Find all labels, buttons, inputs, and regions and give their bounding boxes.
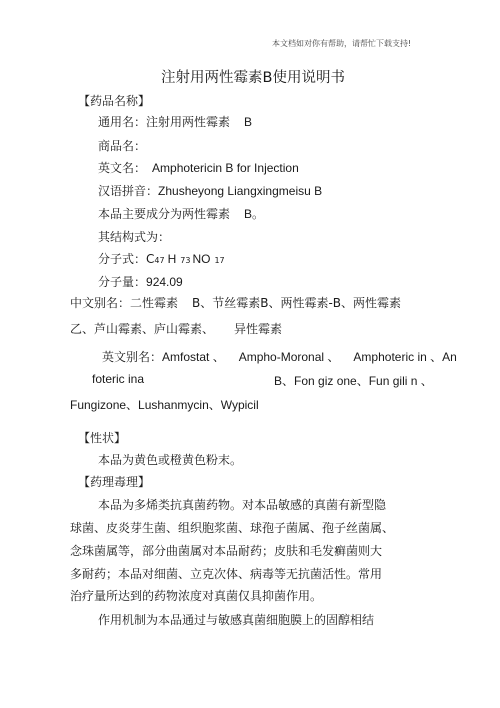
generic-name [98, 113, 252, 130]
pharmacology-line: 多耐药；本品对细菌、立克次体、病毒等无抗菌活性。常用 [70, 567, 383, 581]
english-alias-label: 英文别名： [102, 350, 163, 364]
mw-label: 分子量： [98, 275, 147, 289]
main-component-text: 本品主要成分为两性霉素 [98, 207, 231, 221]
english-alias-a: Amfostat 、 [162, 350, 225, 364]
pinyin-name [98, 182, 322, 199]
mw-value: 924.09 [146, 275, 183, 289]
properties-text: 本品为黄色或橙黄色粉末。 [98, 453, 243, 467]
document-title: 注射用两性霉素B使用说明书 [161, 70, 345, 86]
header-note: 本文档如对你有帮助，请帮忙下载支持! [272, 39, 412, 48]
english-alias-line-2b: B、Fon giz one、Fun gili n 、 [274, 374, 433, 388]
english-alias-c: Amphoteric in 、An [353, 350, 457, 364]
pinyin-value: Zhusheyong Liangxingmeisu B [158, 184, 323, 198]
formula-h: H [167, 252, 177, 266]
english-name-value: Amphotericin B for Injection [152, 161, 299, 175]
chinese-alias-list: B、节丝霉素B、两性霉素-B、两性霉素 [192, 296, 402, 310]
chinese-alias-text: 中文别名：二性霉素 [70, 296, 179, 310]
formula-c-count: 47 [154, 256, 165, 265]
main-component [98, 205, 264, 222]
formula-label: 分子式：C [98, 252, 155, 266]
formula-h-count: 73 [180, 256, 191, 265]
main-component-suffix: B。 [244, 207, 265, 221]
pharmacology-line: 本品为多烯类抗真菌药物。对本品敏感的真菌有新型隐 [98, 498, 387, 512]
pharmacology-heading: 【药理毒理】 [78, 475, 151, 489]
molecular-formula [98, 250, 225, 267]
pinyin-label: 汉语拼音： [98, 184, 159, 198]
properties-heading: 【性状】 [78, 431, 127, 445]
pharmacology-line: 治疗量所达到的药物浓度对真菌仅具抑菌作用。 [70, 589, 323, 603]
chinese-alias-line-1 [70, 294, 401, 311]
chinese-alias-text-2: 乙、芦山霉素、庐山霉素、 [70, 322, 215, 336]
trade-name: 商品名： [98, 139, 147, 153]
english-name [98, 159, 299, 176]
pharmacology-line: 作用机制为本品通过与敏感真菌细胞膜上的固醇相结 [98, 613, 375, 627]
english-alias-line-2a: foteric ina [92, 372, 145, 386]
pharmacology-line: 念珠菌属等，部分曲菌属对本品耐药；皮肤和毛发癣菌则大 [70, 544, 383, 558]
generic-name-suffix: B [244, 115, 253, 129]
generic-name-label: 通用名：注射用两性霉素 [98, 115, 231, 129]
chinese-alias-text-3: 异性霉素 [234, 322, 283, 336]
english-name-label: 英文名： [98, 161, 147, 175]
english-alias-line-1 [102, 348, 457, 365]
chinese-alias-line-2 [70, 320, 282, 337]
formula-o-count: 17 [214, 256, 225, 265]
pharmacology-line: 球菌、皮炎芽生菌、组织胞浆菌、球孢子菌属、孢子丝菌属、 [70, 521, 395, 535]
english-alias-line-3: Fungizone、Lushanmycin、Wypicil [70, 398, 259, 412]
english-alias-b: Ampho-Moronal 、 [238, 350, 340, 364]
formula-no: NO [192, 252, 211, 266]
drug-name-heading: 【药品名称】 [78, 94, 151, 108]
molecular-weight [98, 273, 183, 290]
structure-label: 其结构式为： [98, 230, 171, 244]
